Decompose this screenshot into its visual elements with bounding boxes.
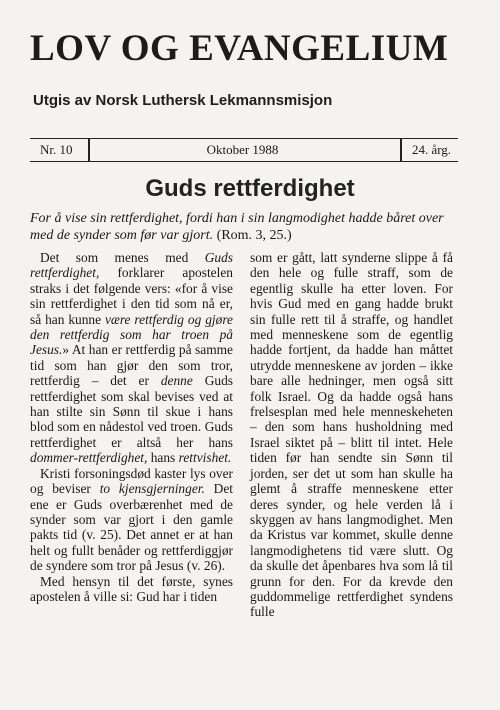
text-run: to kjensgjerninger. (99, 481, 205, 497)
paragraph (30, 466, 233, 574)
text-run: Det ene er Guds overbærenhet med de synder som var gjort i den gamle pakts tid (v. 25). Det annet er at han helt og fullt benåder og rettferdiggjør de syndere som tror på Jesus (v. 26). (30, 481, 233, 574)
text-run: Guds rettferdighet, (30, 250, 233, 281)
lead-text: For å vise sin rettferdighet, fordi han i sin langmodighet hadde båret over med de synder som før var gjort. (30, 211, 444, 243)
text-run: Det som menes med (40, 250, 205, 265)
issue-divider (400, 139, 402, 161)
issue-bar (30, 138, 458, 162)
article-headline: Guds rettferdighet (145, 175, 355, 202)
text-run: Kristi forsoningsdød kaster lys over og beviser (30, 465, 233, 497)
text-run: » At han er rettferdig på samme tid som han gjør den som tror, rettferdig – det er (30, 342, 233, 389)
paragraph (30, 250, 233, 466)
text-run: Guds rettferdighet som skal bevises ved at han stilte sin Sønn til skue i hans blod som en nådestol ved troen. Guds rettferdighet er altså her hans (30, 373, 233, 450)
text-run: rettvishet. (178, 450, 232, 466)
text-run: dommer-rettferdighet, (30, 450, 148, 466)
paragraph: Med hensyn til det første, synes apostelen å ville si: Gud har i tiden (30, 573, 233, 604)
article-column-right (250, 250, 453, 620)
issue-number: Nr. 10 (40, 142, 73, 157)
text-run: denne (160, 373, 193, 389)
masthead-title: LOV OG EVANGELIUM (30, 28, 449, 69)
masthead-subtitle: Utgis av Norsk Luthersk Lekmannsmisjon (33, 92, 333, 109)
paragraph: som er gått, latt synderne slippe å få den hele og fulle straff, som de egentlig skulle ha etter loven. For hvis Gud med en gang hadde brukt sin fulle rett til å straffe, og handlet med menneskene som de egentlig hadde fortjent, da hadde han måttet utrydde menneskene av jorden – ikke bare alle hedninger, men også sitt folk Israel. Og da hadde også hans frelsesplan med hele menneskeheten – den som hans husholdning med Israel siktet på – blitt til intet. Hele tiden før han sendte sin Sønn til jorden, ser det ut som han skulle ha glemt å straffe menneskene etter deres synder, og hele verden lå i skyggen av hans langmodighet. Men da Kristus var kommet, skulle denne langmodighetens tid være slutt. Og da skulle det åpenbares hva som lå til grunn for den. For da krevde den guddommelige rettferdighet syndens fulle (250, 250, 453, 620)
article-column-left (30, 250, 233, 604)
lead-reference: (Rom. 3, 25.) (216, 228, 292, 243)
text-run: være rettferdig og gjøre den rettferdig som har troen på Jesus. (30, 311, 233, 358)
issue-year: 24. årg. (411, 142, 452, 157)
issue-date: Oktober 1988 (206, 142, 279, 157)
text-run: hans (147, 450, 179, 466)
article-lead (30, 210, 460, 244)
text-run: forklarer apostelen straks i det følgende vers: «for å vise sin rettferdighet i den tid som nå er, så han kunne (30, 265, 233, 327)
